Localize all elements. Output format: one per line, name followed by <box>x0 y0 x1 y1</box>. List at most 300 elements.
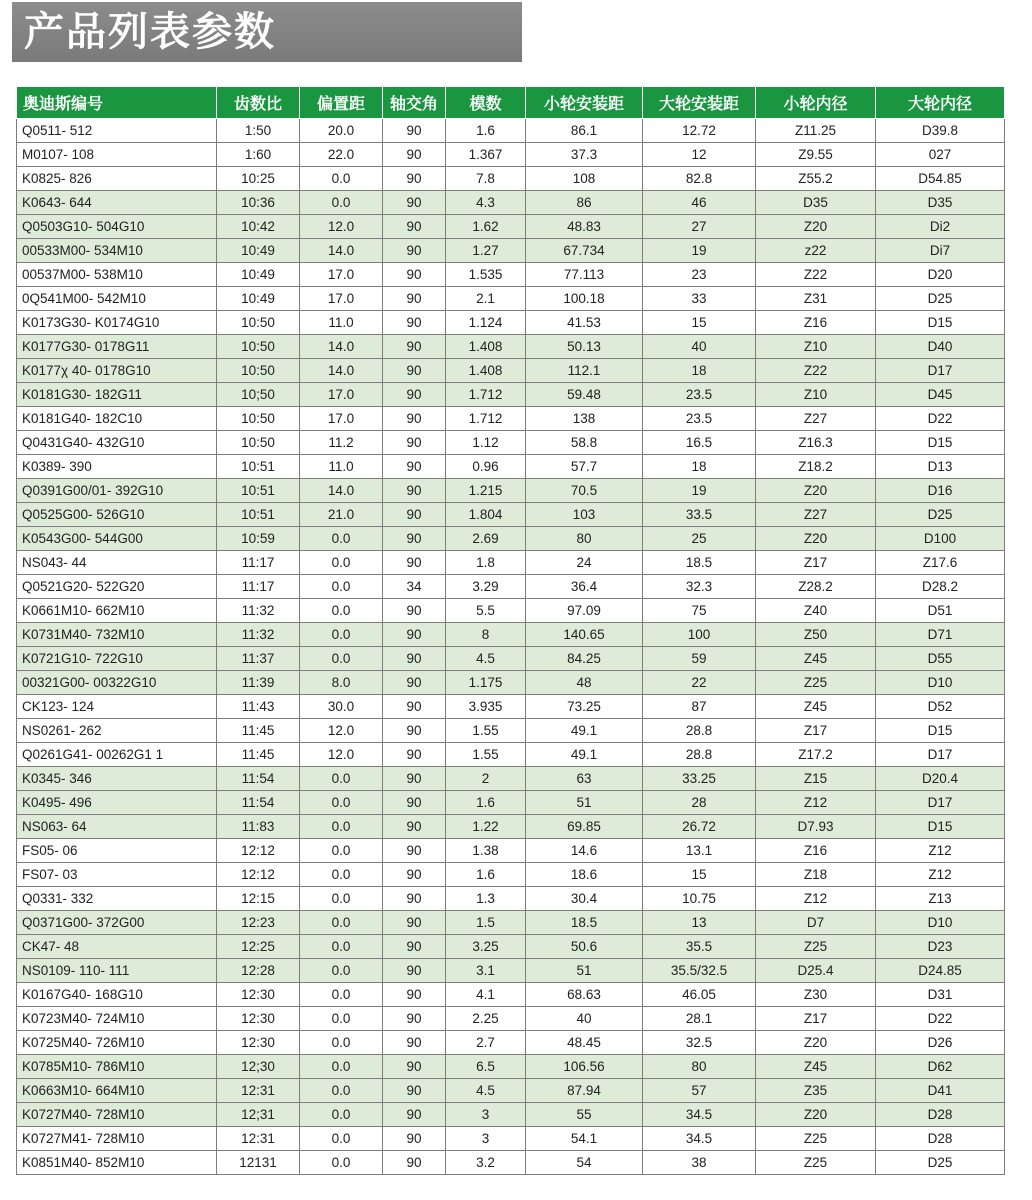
cell-module: 1.62 <box>446 215 526 239</box>
cell-part-number: K0723M40- 724M10 <box>17 1007 217 1031</box>
cell-module: 1.55 <box>446 743 526 767</box>
cell-pinion-bore: Z11.25 <box>756 119 876 143</box>
table-body <box>17 119 1005 1175</box>
table-row <box>17 215 1005 239</box>
cell-offset: 17.0 <box>300 287 383 311</box>
cell-pinion-bore: Z22 <box>756 263 876 287</box>
cell-module: 6.5 <box>446 1055 526 1079</box>
cell-offset: 11.2 <box>300 431 383 455</box>
table-row <box>17 359 1005 383</box>
cell-part-number: CK47- 48 <box>17 935 217 959</box>
table-row <box>17 191 1005 215</box>
cell-gear-ratio: 11:54 <box>217 791 300 815</box>
cell-shaft-angle: 90 <box>383 431 446 455</box>
cell-part-number: Q0503G10- 504G10 <box>17 215 217 239</box>
cell-gear-bore: D16 <box>876 479 1005 503</box>
cell-pinion-bore: Z25 <box>756 1127 876 1151</box>
cell-pinion-bore: Z22 <box>756 359 876 383</box>
cell-shaft-angle: 90 <box>383 287 446 311</box>
cell-pinion-bore: Z45 <box>756 1055 876 1079</box>
cell-shaft-angle: 90 <box>383 263 446 287</box>
title-bar <box>12 2 522 62</box>
cell-pinion-bore: Z31 <box>756 287 876 311</box>
cell-gear-ratio: 11:83 <box>217 815 300 839</box>
cell-gear-bore: D55 <box>876 647 1005 671</box>
cell-gear-bore: D28 <box>876 1103 1005 1127</box>
cell-module: 1.804 <box>446 503 526 527</box>
cell-gear-mounting: 57 <box>643 1079 756 1103</box>
cell-part-number: K0851M40- 852M10 <box>17 1151 217 1175</box>
cell-gear-ratio: 1:60 <box>217 143 300 167</box>
cell-offset: 17.0 <box>300 407 383 431</box>
cell-part-number: K0495- 496 <box>17 791 217 815</box>
cell-offset: 12.0 <box>300 743 383 767</box>
cell-gear-mounting: 10.75 <box>643 887 756 911</box>
cell-pinion-mounting: 103 <box>526 503 643 527</box>
cell-offset: 0.0 <box>300 1007 383 1031</box>
cell-pinion-bore: Z50 <box>756 623 876 647</box>
cell-gear-ratio: 12131 <box>217 1151 300 1175</box>
cell-pinion-bore: z22 <box>756 239 876 263</box>
cell-gear-mounting: 59 <box>643 647 756 671</box>
cell-module: 2.7 <box>446 1031 526 1055</box>
cell-pinion-mounting: 73.25 <box>526 695 643 719</box>
cell-gear-ratio: 12:12 <box>217 863 300 887</box>
cell-shaft-angle: 90 <box>383 1007 446 1031</box>
cell-part-number: 00537M00- 538M10 <box>17 263 217 287</box>
cell-gear-ratio: 10:49 <box>217 239 300 263</box>
cell-shaft-angle: 90 <box>383 815 446 839</box>
cell-module: 3.2 <box>446 1151 526 1175</box>
cell-module: 3.1 <box>446 959 526 983</box>
cell-pinion-bore: Z45 <box>756 647 876 671</box>
table-header-row <box>17 87 1005 119</box>
cell-gear-mounting: 33.25 <box>643 767 756 791</box>
cell-gear-ratio: 11:32 <box>217 599 300 623</box>
cell-gear-bore: D62 <box>876 1055 1005 1079</box>
cell-module: 1.712 <box>446 407 526 431</box>
cell-shaft-angle: 90 <box>383 959 446 983</box>
cell-module: 4.3 <box>446 191 526 215</box>
cell-offset: 17.0 <box>300 383 383 407</box>
cell-gear-mounting: 38 <box>643 1151 756 1175</box>
cell-pinion-bore: Z55.2 <box>756 167 876 191</box>
cell-pinion-bore: Z17.2 <box>756 743 876 767</box>
cell-gear-bore: D10 <box>876 911 1005 935</box>
cell-module: 4.5 <box>446 647 526 671</box>
cell-gear-ratio: 12:15 <box>217 887 300 911</box>
cell-part-number: K0731M40- 732M10 <box>17 623 217 647</box>
cell-module: 1.38 <box>446 839 526 863</box>
cell-part-number: K0181G40- 182C10 <box>17 407 217 431</box>
cell-offset: 0.0 <box>300 1151 383 1175</box>
table-row <box>17 911 1005 935</box>
cell-gear-ratio: 12;31 <box>217 1103 300 1127</box>
cell-part-number: FS05- 06 <box>17 839 217 863</box>
cell-pinion-bore: Z20 <box>756 1031 876 1055</box>
cell-pinion-mounting: 112.1 <box>526 359 643 383</box>
cell-gear-bore: D25 <box>876 287 1005 311</box>
cell-gear-ratio: 11:17 <box>217 551 300 575</box>
cell-gear-bore: Di2 <box>876 215 1005 239</box>
cell-gear-ratio: 10:42 <box>217 215 300 239</box>
cell-gear-mounting: 19 <box>643 239 756 263</box>
cell-part-number: NS0109- 110- 111 <box>17 959 217 983</box>
cell-pinion-mounting: 14.6 <box>526 839 643 863</box>
cell-offset: 0.0 <box>300 935 383 959</box>
cell-pinion-mounting: 40 <box>526 1007 643 1031</box>
table-row <box>17 1055 1005 1079</box>
cell-pinion-mounting: 86 <box>526 191 643 215</box>
cell-part-number: K0543G00- 544G00 <box>17 527 217 551</box>
cell-shaft-angle: 90 <box>383 191 446 215</box>
cell-offset: 12.0 <box>300 719 383 743</box>
cell-gear-mounting: 19 <box>643 479 756 503</box>
cell-module: 1.124 <box>446 311 526 335</box>
cell-pinion-bore: Z27 <box>756 503 876 527</box>
cell-gear-mounting: 22 <box>643 671 756 695</box>
cell-offset: 20.0 <box>300 119 383 143</box>
table-row <box>17 407 1005 431</box>
cell-gear-ratio: 11:45 <box>217 743 300 767</box>
cell-pinion-mounting: 80 <box>526 527 643 551</box>
cell-shaft-angle: 90 <box>383 215 446 239</box>
cell-offset: 11.0 <box>300 455 383 479</box>
cell-offset: 17.0 <box>300 263 383 287</box>
cell-gear-bore: D24.85 <box>876 959 1005 983</box>
cell-gear-ratio: 12:23 <box>217 911 300 935</box>
cell-module: 4.1 <box>446 983 526 1007</box>
cell-offset: 30.0 <box>300 695 383 719</box>
table-row <box>17 479 1005 503</box>
cell-gear-ratio: 1:50 <box>217 119 300 143</box>
cell-gear-mounting: 18.5 <box>643 551 756 575</box>
header-offset: 偏置距 <box>300 87 383 119</box>
cell-gear-bore: D51 <box>876 599 1005 623</box>
cell-module: 1.535 <box>446 263 526 287</box>
cell-shaft-angle: 90 <box>383 383 446 407</box>
cell-part-number: K0181G30- 182G11 <box>17 383 217 407</box>
cell-gear-ratio: 11:54 <box>217 767 300 791</box>
cell-part-number: K0727M41- 728M10 <box>17 1127 217 1151</box>
cell-gear-ratio: 12:30 <box>217 1007 300 1031</box>
cell-pinion-bore: Z28.2 <box>756 575 876 599</box>
cell-gear-bore: D17 <box>876 359 1005 383</box>
table-row <box>17 671 1005 695</box>
cell-offset: 0.0 <box>300 815 383 839</box>
cell-gear-bore: 027 <box>876 143 1005 167</box>
cell-shaft-angle: 90 <box>383 527 446 551</box>
cell-pinion-mounting: 54 <box>526 1151 643 1175</box>
cell-gear-mounting: 46 <box>643 191 756 215</box>
table-row <box>17 1007 1005 1031</box>
cell-gear-bore: D26 <box>876 1031 1005 1055</box>
cell-gear-ratio: 10:25 <box>217 167 300 191</box>
cell-pinion-mounting: 68.63 <box>526 983 643 1007</box>
cell-gear-ratio: 11:43 <box>217 695 300 719</box>
cell-module: 2.69 <box>446 527 526 551</box>
cell-pinion-mounting: 24 <box>526 551 643 575</box>
cell-gear-mounting: 13.1 <box>643 839 756 863</box>
table-row <box>17 863 1005 887</box>
cell-offset: 0.0 <box>300 911 383 935</box>
cell-shaft-angle: 90 <box>383 623 446 647</box>
cell-offset: 0.0 <box>300 1079 383 1103</box>
cell-part-number: K0721G10- 722G10 <box>17 647 217 671</box>
cell-pinion-bore: Z17 <box>756 1007 876 1031</box>
table-row <box>17 623 1005 647</box>
cell-part-number: K0661M10- 662M10 <box>17 599 217 623</box>
cell-pinion-mounting: 50.13 <box>526 335 643 359</box>
cell-shaft-angle: 90 <box>383 863 446 887</box>
cell-gear-ratio: 10:51 <box>217 479 300 503</box>
cell-pinion-bore: Z9.55 <box>756 143 876 167</box>
cell-gear-mounting: 23.5 <box>643 407 756 431</box>
cell-gear-ratio: 11:39 <box>217 671 300 695</box>
cell-offset: 0.0 <box>300 167 383 191</box>
cell-gear-bore: D52 <box>876 695 1005 719</box>
cell-pinion-mounting: 108 <box>526 167 643 191</box>
cell-gear-ratio: 11:17 <box>217 575 300 599</box>
cell-gear-ratio: 12;30 <box>217 1055 300 1079</box>
cell-gear-mounting: 32.3 <box>643 575 756 599</box>
cell-pinion-mounting: 87.94 <box>526 1079 643 1103</box>
cell-part-number: Q0525G00- 526G10 <box>17 503 217 527</box>
cell-part-number: K0663M10- 664M10 <box>17 1079 217 1103</box>
cell-pinion-mounting: 49.1 <box>526 743 643 767</box>
cell-part-number: Q0261G41- 00262G1 1 <box>17 743 217 767</box>
cell-gear-mounting: 26.72 <box>643 815 756 839</box>
cell-pinion-mounting: 67.734 <box>526 239 643 263</box>
cell-module: 4.5 <box>446 1079 526 1103</box>
cell-pinion-mounting: 18.6 <box>526 863 643 887</box>
cell-module: 3.25 <box>446 935 526 959</box>
cell-shaft-angle: 90 <box>383 503 446 527</box>
cell-module: 2 <box>446 767 526 791</box>
cell-shaft-angle: 90 <box>383 167 446 191</box>
cell-gear-bore: D45 <box>876 383 1005 407</box>
cell-gear-mounting: 23.5 <box>643 383 756 407</box>
cell-pinion-mounting: 36.4 <box>526 575 643 599</box>
cell-pinion-bore: D7 <box>756 911 876 935</box>
cell-gear-mounting: 34.5 <box>643 1127 756 1151</box>
cell-shaft-angle: 90 <box>383 911 446 935</box>
cell-part-number: 0Q541M00- 542M10 <box>17 287 217 311</box>
cell-shaft-angle: 90 <box>383 1151 446 1175</box>
cell-gear-ratio: 11:32 <box>217 623 300 647</box>
cell-gear-mounting: 13 <box>643 911 756 935</box>
cell-pinion-bore: Z17 <box>756 719 876 743</box>
cell-pinion-mounting: 18.5 <box>526 911 643 935</box>
cell-module: 1.6 <box>446 119 526 143</box>
cell-pinion-bore: Z17 <box>756 551 876 575</box>
cell-offset: 0.0 <box>300 575 383 599</box>
cell-gear-bore: D10 <box>876 671 1005 695</box>
table-row <box>17 935 1005 959</box>
cell-gear-ratio: 10:50 <box>217 431 300 455</box>
cell-gear-bore: D40 <box>876 335 1005 359</box>
cell-gear-mounting: 28 <box>643 791 756 815</box>
cell-shaft-angle: 90 <box>383 719 446 743</box>
table-row <box>17 527 1005 551</box>
cell-module: 1.175 <box>446 671 526 695</box>
cell-part-number: NS043- 44 <box>17 551 217 575</box>
table-row <box>17 167 1005 191</box>
cell-module: 7.8 <box>446 167 526 191</box>
cell-gear-bore: D22 <box>876 1007 1005 1031</box>
cell-shaft-angle: 90 <box>383 599 446 623</box>
cell-gear-mounting: 18 <box>643 359 756 383</box>
cell-offset: 0.0 <box>300 623 383 647</box>
cell-gear-bore: D22 <box>876 407 1005 431</box>
table-row <box>17 1079 1005 1103</box>
cell-offset: 0.0 <box>300 647 383 671</box>
table-row <box>17 503 1005 527</box>
cell-gear-bore: D23 <box>876 935 1005 959</box>
cell-part-number: Q0521G20- 522G20 <box>17 575 217 599</box>
cell-gear-ratio: 12:12 <box>217 839 300 863</box>
header-gear-ratio: 齿数比 <box>217 87 300 119</box>
cell-pinion-mounting: 97.09 <box>526 599 643 623</box>
cell-offset: 0.0 <box>300 1127 383 1151</box>
cell-part-number: K0345- 346 <box>17 767 217 791</box>
cell-shaft-angle: 90 <box>383 119 446 143</box>
cell-part-number: K0177χ 40- 0178G10 <box>17 359 217 383</box>
cell-shaft-angle: 90 <box>383 767 446 791</box>
cell-part-number: Q0371G00- 372G00 <box>17 911 217 935</box>
table-row <box>17 983 1005 1007</box>
cell-pinion-bore: Z18 <box>756 863 876 887</box>
cell-part-number: K0725M40- 726M10 <box>17 1031 217 1055</box>
cell-module: 2.25 <box>446 1007 526 1031</box>
cell-gear-ratio: 10:36 <box>217 191 300 215</box>
table-row <box>17 767 1005 791</box>
cell-pinion-bore: Z20 <box>756 1103 876 1127</box>
cell-offset: 14.0 <box>300 239 383 263</box>
cell-part-number: K0173G30- K0174G10 <box>17 311 217 335</box>
cell-pinion-mounting: 50.6 <box>526 935 643 959</box>
cell-gear-mounting: 16.5 <box>643 431 756 455</box>
table-row <box>17 815 1005 839</box>
cell-offset: 14.0 <box>300 335 383 359</box>
cell-gear-ratio: 12:31 <box>217 1127 300 1151</box>
header-part-number: 奥迪斯编号 <box>17 87 217 119</box>
cell-pinion-bore: Z25 <box>756 935 876 959</box>
cell-part-number: 00321G00- 00322G10 <box>17 671 217 695</box>
cell-shaft-angle: 90 <box>383 1031 446 1055</box>
table-row <box>17 335 1005 359</box>
cell-shaft-angle: 90 <box>383 887 446 911</box>
cell-shaft-angle: 90 <box>383 1127 446 1151</box>
cell-pinion-mounting: 138 <box>526 407 643 431</box>
cell-shaft-angle: 90 <box>383 935 446 959</box>
cell-part-number: Q0431G40- 432G10 <box>17 431 217 455</box>
page-title: 产品列表参数 <box>24 9 276 55</box>
cell-offset: 14.0 <box>300 359 383 383</box>
cell-part-number: K0643- 644 <box>17 191 217 215</box>
cell-pinion-bore: D35 <box>756 191 876 215</box>
cell-offset: 11.0 <box>300 311 383 335</box>
cell-pinion-mounting: 48.83 <box>526 215 643 239</box>
cell-part-number: FS07- 03 <box>17 863 217 887</box>
cell-gear-ratio: 11:37 <box>217 647 300 671</box>
cell-shaft-angle: 90 <box>383 1055 446 1079</box>
cell-module: 1.5 <box>446 911 526 935</box>
cell-gear-bore: D25 <box>876 1151 1005 1175</box>
cell-gear-mounting: 27 <box>643 215 756 239</box>
table-row <box>17 263 1005 287</box>
cell-module: 3 <box>446 1103 526 1127</box>
cell-gear-bore: D28.2 <box>876 575 1005 599</box>
cell-module: 1.408 <box>446 335 526 359</box>
cell-part-number: K0177G30- 0178G11 <box>17 335 217 359</box>
cell-gear-mounting: 18 <box>643 455 756 479</box>
cell-offset: 0.0 <box>300 767 383 791</box>
cell-pinion-mounting: 58.8 <box>526 431 643 455</box>
cell-gear-mounting: 40 <box>643 335 756 359</box>
cell-pinion-bore: Z10 <box>756 383 876 407</box>
cell-module: 3.29 <box>446 575 526 599</box>
cell-part-number: M0107- 108 <box>17 143 217 167</box>
cell-shaft-angle: 90 <box>383 359 446 383</box>
cell-pinion-mounting: 51 <box>526 959 643 983</box>
table-row <box>17 1031 1005 1055</box>
header-gear-bore: 大轮内径 <box>876 87 1005 119</box>
cell-part-number: K0167G40- 168G10 <box>17 983 217 1007</box>
cell-shaft-angle: 90 <box>383 671 446 695</box>
table-row <box>17 575 1005 599</box>
cell-gear-bore: D20.4 <box>876 767 1005 791</box>
cell-shaft-angle: 90 <box>383 695 446 719</box>
table-row <box>17 551 1005 575</box>
cell-pinion-mounting: 48.45 <box>526 1031 643 1055</box>
cell-pinion-mounting: 57.7 <box>526 455 643 479</box>
cell-pinion-mounting: 48 <box>526 671 643 695</box>
cell-gear-bore: Z12 <box>876 863 1005 887</box>
cell-module: 1.27 <box>446 239 526 263</box>
cell-gear-mounting: 28.8 <box>643 719 756 743</box>
table-row <box>17 959 1005 983</box>
cell-gear-bore: D17 <box>876 791 1005 815</box>
cell-pinion-bore: D25.4 <box>756 959 876 983</box>
cell-part-number: Q0511- 512 <box>17 119 217 143</box>
cell-part-number: K0727M40- 728M10 <box>17 1103 217 1127</box>
cell-pinion-mounting: 69.85 <box>526 815 643 839</box>
cell-pinion-bore: Z10 <box>756 335 876 359</box>
header-gear-mounting: 大轮安装距 <box>643 87 756 119</box>
cell-gear-ratio: 12:25 <box>217 935 300 959</box>
cell-pinion-bore: Z30 <box>756 983 876 1007</box>
cell-gear-mounting: 46.05 <box>643 983 756 1007</box>
cell-offset: 21.0 <box>300 503 383 527</box>
cell-offset: 0.0 <box>300 191 383 215</box>
cell-gear-mounting: 25 <box>643 527 756 551</box>
cell-gear-bore: D39.8 <box>876 119 1005 143</box>
cell-shaft-angle: 90 <box>383 1103 446 1127</box>
cell-gear-mounting: 28.8 <box>643 743 756 767</box>
cell-gear-bore: D25 <box>876 503 1005 527</box>
cell-pinion-bore: Z12 <box>756 887 876 911</box>
cell-module: 1.6 <box>446 791 526 815</box>
cell-gear-mounting: 82.8 <box>643 167 756 191</box>
cell-offset: 8.0 <box>300 671 383 695</box>
cell-gear-bore: D71 <box>876 623 1005 647</box>
cell-part-number: CK123- 124 <box>17 695 217 719</box>
cell-gear-bore: D54.85 <box>876 167 1005 191</box>
cell-module: 5.5 <box>446 599 526 623</box>
cell-shaft-angle: 90 <box>383 335 446 359</box>
cell-offset: 12.0 <box>300 215 383 239</box>
